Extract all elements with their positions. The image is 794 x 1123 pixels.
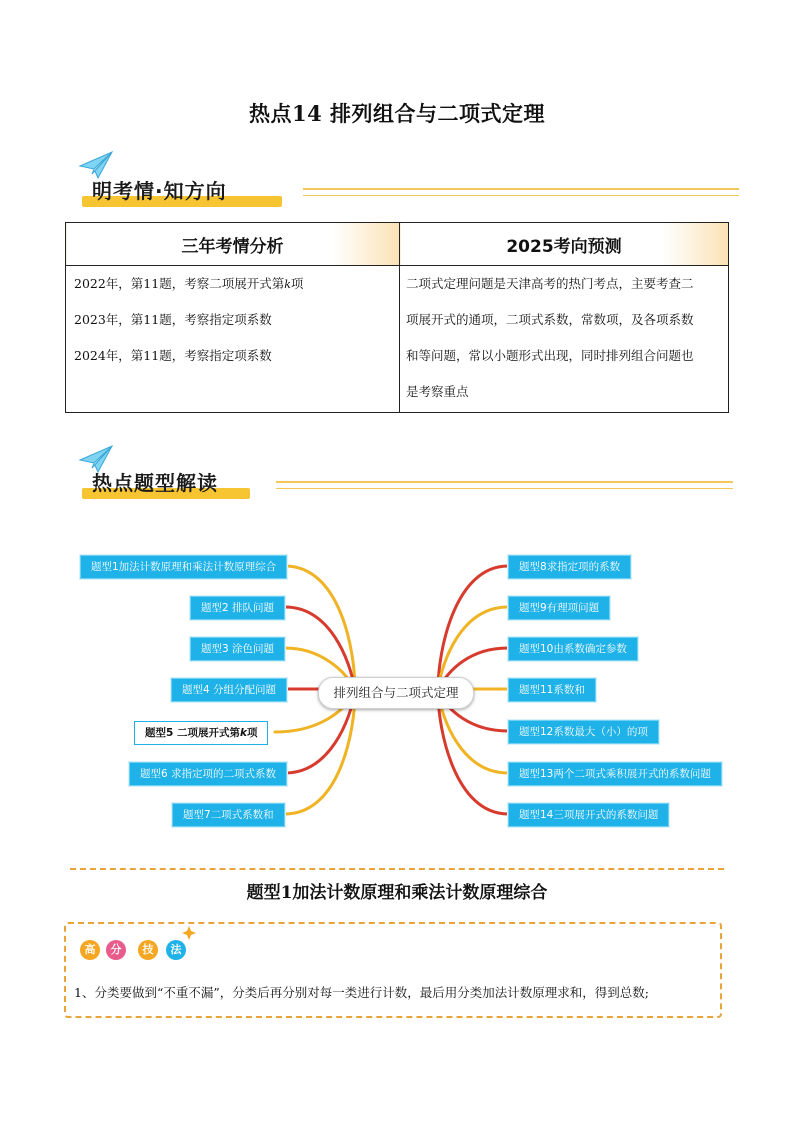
section-banner-types xyxy=(76,442,266,502)
branch-line xyxy=(438,692,508,814)
tip-tag: 法 xyxy=(166,940,186,960)
exam-analysis-table xyxy=(65,222,729,413)
mindmap-node-type14: 题型14三项展开式的系数问题 xyxy=(508,803,669,827)
table-header-right: 2025考向预测 xyxy=(400,223,729,266)
mindmap-node-type8: 题型8求指定项的系数 xyxy=(508,555,631,579)
branch-line xyxy=(438,566,508,690)
exam-year-line: 2024年，第11题，考察指定项系数 xyxy=(74,348,272,363)
mindmap-center-node: 排列组合与二项式定理 xyxy=(318,677,474,709)
branch-line xyxy=(285,692,355,814)
mindmap-node-type5: 题型5 二项展开式第k项 xyxy=(134,721,268,745)
mindmap-node-type3: 题型3 涂色问题 xyxy=(190,637,285,661)
forecast-line: 二项式定理问题是天津高考的热门考点，主要考查二 xyxy=(406,276,694,291)
forecast-line: 是考察重点 xyxy=(406,384,469,399)
table-cell-left xyxy=(66,266,400,413)
banner-rule xyxy=(303,188,739,196)
tip-tag: 高 xyxy=(80,940,100,960)
dashed-divider xyxy=(70,868,724,870)
mindmap-node-type11: 题型11系数和 xyxy=(508,678,596,702)
exam-year-line: 2023年，第11题，考察指定项系数 xyxy=(74,312,272,327)
mindmap-node-type1: 题型1加法计数原理和乘法计数原理综合 xyxy=(80,555,287,579)
page-title: 热点14 排列组合与二项式定理 xyxy=(248,101,546,126)
table-cell-right xyxy=(400,266,729,413)
banner-rule xyxy=(276,481,733,489)
mindmap-node-type12: 题型12系数最大（小）的项 xyxy=(508,720,659,744)
tip-tag: 技 xyxy=(138,940,158,960)
mindmap-node-type10: 题型10由系数确定参数 xyxy=(508,637,638,661)
forecast-line: 项展开式的通项，二项式系数，常数项，及各项系数 xyxy=(406,312,694,327)
tip-box xyxy=(64,922,722,1018)
forecast-line: 和等问题，常以小题形式出现，同时排列组合问题也 xyxy=(406,348,694,363)
sparkle-icon xyxy=(182,926,196,940)
part-title: 题型1加法计数原理和乘法计数原理综合 xyxy=(246,883,548,903)
mindmap-node-type2: 题型2 排队问题 xyxy=(190,596,285,620)
section-banner-exam xyxy=(76,150,296,210)
mindmap-node-type4: 题型4 分组分配问题 xyxy=(171,678,287,702)
section-heading: 热点题型解读 xyxy=(92,471,218,495)
mindmap-node-type13: 题型13两个二项式乘积展开式的系数问题 xyxy=(508,762,722,786)
mindmap-node-type9: 题型9有理项问题 xyxy=(508,596,610,620)
tip-tag: 分 xyxy=(106,940,126,960)
exam-year-line: 2022年，第11题，考察二项展开式第k项 xyxy=(74,276,304,291)
mindmap-node-type7: 题型7二项式系数和 xyxy=(172,803,285,827)
section-heading: 明考情·知方向 xyxy=(92,179,227,203)
branch-line xyxy=(285,566,355,690)
tip-text: 1、分类要做到“不重不漏”，分类后再分别对每一类进行计数，最后用分类加法计数原理求和，得到总数; xyxy=(74,985,649,1000)
table-header-left: 三年考情分析 xyxy=(66,223,400,266)
mindmap-node-type6: 题型6 求指定项的二项式系数 xyxy=(129,762,287,786)
